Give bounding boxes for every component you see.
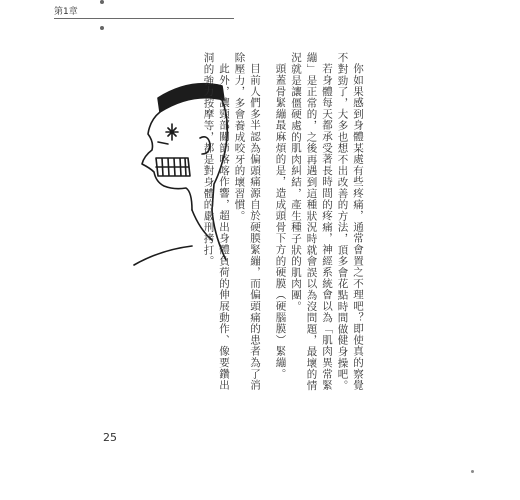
paragraph-1: 你如果感到身體某處有些疼痛，通常會置之不理吧？即使真的察覺不對勁了，大多也想不出改善的方法，頂多會花點時間做健身操吧。: [336, 52, 364, 391]
paragraph-2: 若身體每天都承受著長時間的疼痛，神經系統會以為「肌肉異常緊繃」是正常的，之後再遇到這種狀況時就會誤以為沒問題，最壞的情況就是讓僵硬處的肌肉糾結，產生種子狀的肌肉團。: [290, 52, 333, 391]
chapter-label: 第1章: [54, 7, 78, 17]
page-number: 25: [103, 431, 117, 444]
running-header: [54, 0, 254, 40]
paragraph-4: 目前人們多半認為偏頭痛源自於硬膜緊繃，而偏頭痛的患者為了消除壓力，多會養成咬牙的壞習慣。: [233, 52, 261, 391]
corner-mark: [471, 470, 474, 473]
paragraph-5: 此外，讓頸部關節喀喀作響，超出身體負荷的伸展動作、像要鑽出洞的強力按摩等，都是對身體的嚴刑拷打。: [202, 52, 230, 391]
header-dot-bottom: [100, 26, 104, 30]
header-rule: [54, 18, 234, 19]
paragraph-3: 頭蓋骨緊繃最麻煩的是，造成頭骨下方的硬膜（硬腦膜）緊繃。: [274, 62, 287, 379]
header-dot-top: [100, 0, 104, 4]
body-text-vertical: [135, 52, 365, 392]
